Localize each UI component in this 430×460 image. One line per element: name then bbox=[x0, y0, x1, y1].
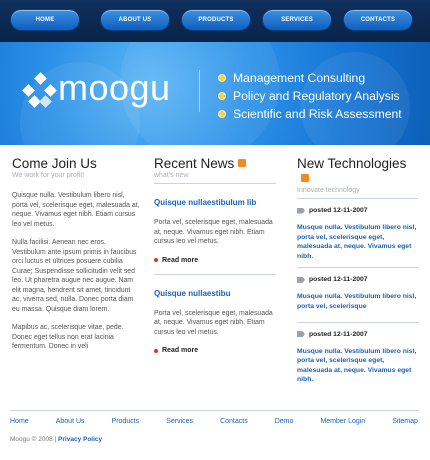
posted-date: posted 12-11-2007 bbox=[297, 276, 418, 283]
news-item-title-link[interactable]: Quisque nullaestibulum lib bbox=[154, 198, 257, 207]
tech-subtitle: Innovate technology bbox=[297, 187, 360, 194]
tag-icon bbox=[297, 331, 305, 337]
news-column bbox=[154, 156, 276, 354]
nav-services-button[interactable]: SERVICES bbox=[263, 10, 331, 30]
bullet-icon bbox=[218, 110, 226, 118]
hero-bullet-text: Management Consulting bbox=[233, 71, 366, 85]
tech-title: New Technologies bbox=[297, 156, 418, 186]
footer-link-demo[interactable]: Demo bbox=[274, 418, 294, 425]
footer-link-home[interactable]: Home bbox=[10, 418, 29, 425]
tech-item-link[interactable]: Musque nulla. Vestibulum libero nisl, porta vel, scelerisque eget, malesuada at, neque. Vivamus eget nibh. bbox=[297, 224, 417, 260]
read-more-link[interactable]: Read more bbox=[154, 257, 276, 264]
tech-column bbox=[297, 156, 418, 385]
footer-link-services[interactable]: Services bbox=[166, 418, 194, 425]
logo-icon bbox=[20, 72, 60, 112]
join-column bbox=[12, 156, 140, 352]
hero-bullet-item bbox=[218, 69, 402, 87]
tech-item-link[interactable]: Musque nulla. Vestibulum libero nisl, porta vel, scelerisque bbox=[297, 293, 417, 310]
nav-contacts-button[interactable]: CONTACTS bbox=[344, 10, 412, 30]
join-paragraph-3: Mapibus ac, scelerisque vitae, pede. Donec eget tellus non erat lacinia fermentum. Donec in veli bbox=[12, 324, 124, 350]
privacy-policy-link[interactable]: Privacy Policy bbox=[58, 436, 103, 443]
hero-bullet-text: Policy and Regulatory Analysis bbox=[233, 89, 400, 103]
footer-divider bbox=[10, 410, 418, 411]
footer-link-member-login[interactable]: Member Login bbox=[320, 418, 366, 425]
hero-divider bbox=[199, 70, 200, 112]
news-item-text: Porta vel, scelerisque eget, malesuada at, neque. Vivamus eget nibh. Etiam cursus leo vel metus. bbox=[154, 309, 273, 336]
bullet-icon bbox=[154, 349, 158, 353]
tag-icon bbox=[297, 277, 305, 283]
tech-divider bbox=[297, 322, 418, 323]
tag-icon bbox=[297, 208, 305, 214]
hero-bullet-item bbox=[218, 105, 402, 123]
news-item bbox=[154, 289, 276, 355]
news-item-text: Porta vel, scelerisque eget, malesuada at, neque. Vivamus eget nibh. Etiam cursus leo vel metus. bbox=[154, 219, 273, 245]
tech-divider bbox=[297, 198, 418, 199]
news-divider bbox=[154, 183, 276, 184]
nav-home-button[interactable]: HOME bbox=[11, 10, 79, 30]
top-nav-bar bbox=[0, 0, 430, 42]
rss-icon[interactable] bbox=[238, 159, 246, 167]
hero-bullet-text: Scientific and Risk Assessment bbox=[233, 107, 402, 121]
tech-item bbox=[297, 331, 418, 385]
copyright bbox=[10, 436, 102, 443]
footer-link-sitemap[interactable]: Sitemap bbox=[392, 418, 418, 425]
bullet-icon bbox=[218, 92, 226, 100]
footer-nav bbox=[10, 418, 418, 425]
news-item bbox=[154, 198, 276, 264]
tech-item-link[interactable]: Musque nulla. Vestibulum libero nisl, porta vel, scelerisque eget, malesuada at, neque. Vivamus eget nibh. bbox=[297, 347, 417, 384]
news-subtitle: what's new bbox=[154, 172, 189, 179]
hero-bullet-item bbox=[218, 87, 402, 105]
rss-icon[interactable] bbox=[301, 174, 309, 182]
bullet-icon bbox=[218, 74, 226, 82]
posted-date: posted 12-11-2007 bbox=[297, 331, 418, 338]
hero-bullet-list bbox=[218, 69, 402, 123]
hero-banner bbox=[0, 42, 430, 145]
news-item-title-link[interactable]: Quisque nullaestibu bbox=[154, 288, 231, 298]
logo-wordmark[interactable]: moogu bbox=[58, 67, 171, 108]
join-paragraph-2: Nulla facilisi. Aenean nec eros. Vestibulum ante ipsum primis in faucibus orci luctus et ultrices posuere cubilia Curae; Suspendisse sollicitudin velit sed leo. Ut pharetra augue nec augue. Nam elit magna, hendrerit sit amet, tincidunt ac, viverra sed, nulla. Donec porta diam eu massa. Quisque diam lorem. bbox=[12, 239, 137, 313]
join-subtitle: We work for your profit! bbox=[12, 172, 85, 179]
tech-item bbox=[297, 276, 418, 311]
tech-item bbox=[297, 207, 418, 261]
copyright-text: Moogu © 2008 | bbox=[10, 436, 57, 443]
posted-date: posted 12-11-2007 bbox=[297, 207, 418, 214]
footer-link-about-us[interactable]: About Us bbox=[55, 418, 85, 425]
tech-divider bbox=[297, 267, 418, 268]
footer-link-products[interactable]: Products bbox=[111, 418, 140, 425]
read-more-link[interactable]: Read more bbox=[154, 347, 276, 354]
bullet-icon bbox=[154, 258, 158, 262]
join-paragraph-1: Quisque nulla. Vestibulum libero nisl, porta vel, scelerisque eget, malesuada at, neque. Vivamus eget nibh. Etiam cursus leo vel metus. bbox=[12, 192, 140, 228]
news-divider bbox=[154, 274, 276, 275]
nav-products-button[interactable]: PRODUCTS bbox=[182, 10, 250, 30]
join-title: Come Join Us bbox=[12, 156, 97, 171]
footer-link-contacts[interactable]: Contacts bbox=[220, 418, 248, 425]
nav-about-us-button[interactable]: ABOUT US bbox=[101, 10, 169, 30]
news-title: Recent News bbox=[154, 156, 276, 171]
